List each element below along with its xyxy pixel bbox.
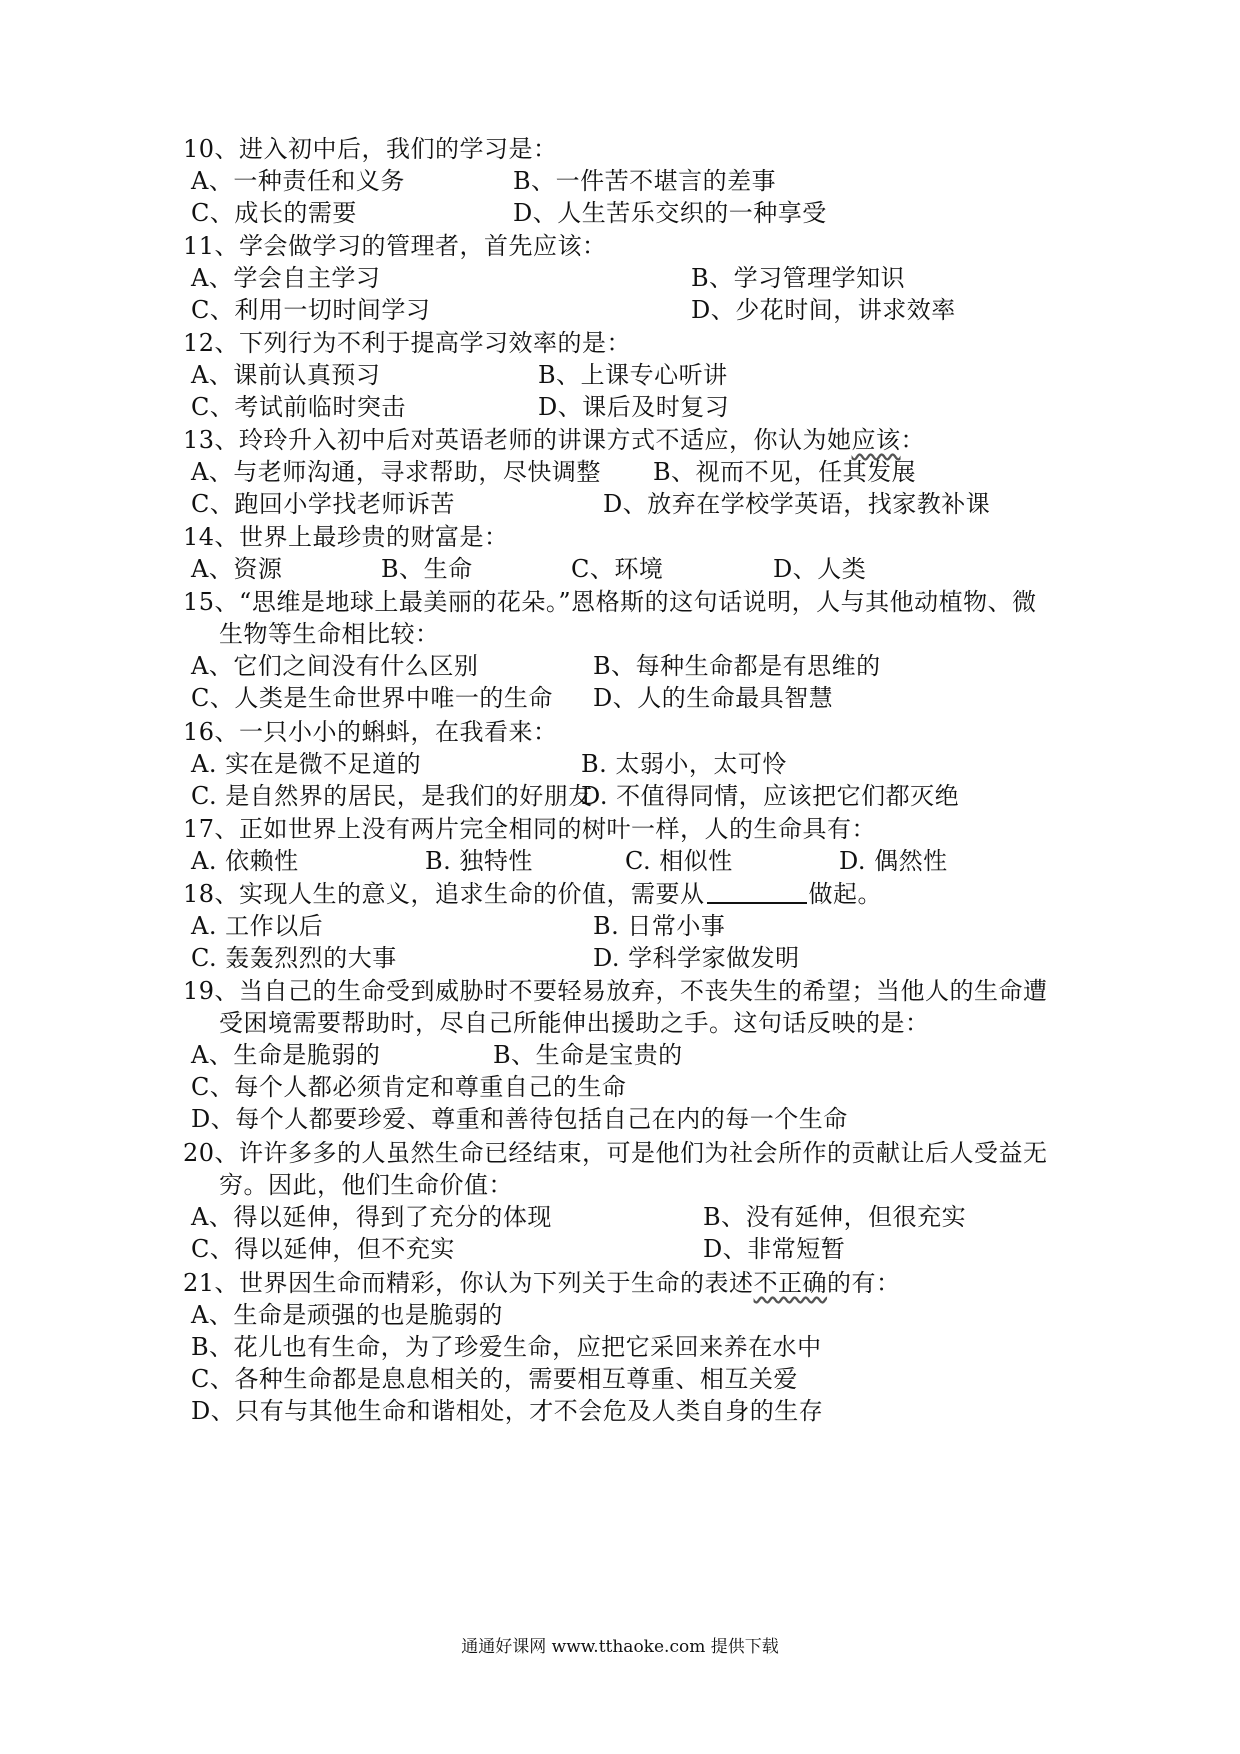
option-c: C. 是自然界的居民，是我们的好朋友 bbox=[191, 782, 593, 810]
option-b: B、视而不见，任其发展 bbox=[653, 458, 917, 486]
option-d: D. 不值得同情，应该把它们都灭绝 bbox=[581, 782, 960, 810]
answer-blank[interactable] bbox=[707, 878, 807, 904]
option-a: A、生命是顽强的也是脆弱的 bbox=[191, 1301, 503, 1329]
option-a: A、与老师沟通，寻求帮助，尽快调整 bbox=[191, 458, 601, 486]
question-stem-cont: 生物等生命相比较： bbox=[219, 620, 440, 648]
question-17 bbox=[183, 813, 1083, 877]
question-15 bbox=[183, 586, 1083, 714]
question-stem: 15、“思维是地球上最美丽的花朵。”恩格斯的这句话说明，人与其他动植物、微 bbox=[183, 588, 1037, 616]
option-d: D. 学科学家做发明 bbox=[593, 944, 800, 972]
question-stem: 17、正如世界上没有两片完全相同的树叶一样，人的生命具有： bbox=[183, 815, 877, 843]
option-d: D、只有与其他生命和谐相处，才不会危及人类自身的生存 bbox=[191, 1397, 824, 1425]
option-a: A、一种责任和义务 bbox=[191, 167, 405, 195]
option-c: C、各种生命都是息息相关的，需要相互尊重、相互关爱 bbox=[191, 1365, 798, 1393]
question-stem: 18、实现人生的意义，追求生命的价值，需要从 做起。 bbox=[183, 880, 883, 908]
option-c: C、跑回小学找老师诉苦 bbox=[191, 490, 455, 518]
option-c: C、人类是生命世界中唯一的生命 bbox=[191, 684, 553, 712]
option-a: A、课前认真预习 bbox=[191, 361, 381, 389]
option-a: A. 工作以后 bbox=[191, 912, 324, 940]
option-d: D、非常短暂 bbox=[703, 1235, 846, 1263]
question-stem: 13、玲玲升入初中后对英语老师的讲课方式不适应，你认为她应该： bbox=[183, 426, 926, 454]
option-a: A. 依赖性 bbox=[191, 847, 299, 875]
option-c: C、成长的需要 bbox=[191, 199, 357, 227]
option-c: C、利用一切时间学习 bbox=[191, 296, 431, 324]
option-a: A、资源 bbox=[191, 555, 283, 583]
question-stem: 14、世界上最珍贵的财富是： bbox=[183, 523, 509, 551]
option-c: C、得以延伸，但不充实 bbox=[191, 1235, 455, 1263]
option-b: B. 独特性 bbox=[425, 847, 533, 875]
option-d: D. 偶然性 bbox=[839, 847, 948, 875]
question-11 bbox=[183, 230, 1083, 326]
question-stem: 12、下列行为不利于提高学习效率的是： bbox=[183, 329, 632, 357]
option-c: C. 相似性 bbox=[625, 847, 733, 875]
option-a: A、学会自主学习 bbox=[191, 264, 381, 292]
option-b: B、每种生命都是有思维的 bbox=[593, 652, 881, 680]
option-b: B、花儿也有生命，为了珍爱生命，应把它采回来养在水中 bbox=[191, 1333, 822, 1361]
question-19 bbox=[183, 975, 1083, 1135]
question-stem: 20、许许多多的人虽然生命已经结束，可是他们为社会所作的贡献让后人受益无 bbox=[183, 1139, 1048, 1167]
option-b: B、生命 bbox=[381, 555, 473, 583]
option-d: D、课后及时复习 bbox=[538, 393, 730, 421]
option-b: B. 日常小事 bbox=[593, 912, 726, 940]
option-b: B、学习管理学知识 bbox=[691, 264, 906, 292]
option-b: B. 太弱小，太可怜 bbox=[581, 750, 787, 778]
option-d: D、人生苦乐交织的一种享受 bbox=[513, 199, 827, 227]
option-d: D、少花时间，讲求效率 bbox=[691, 296, 956, 324]
option-a: A、它们之间没有什么区别 bbox=[191, 652, 479, 680]
question-21 bbox=[183, 1267, 1083, 1427]
option-b: B、生命是宝贵的 bbox=[493, 1041, 683, 1069]
option-a: A. 实在是微不足道的 bbox=[191, 750, 422, 778]
option-b: B、一件苦不堪言的差事 bbox=[513, 167, 777, 195]
question-stem-cont: 穷。因此，他们生命价值： bbox=[219, 1171, 513, 1199]
question-stem: 16、一只小小的蝌蚪，在我看来： bbox=[183, 718, 558, 746]
option-c: C、每个人都必须肯定和尊重自己的生命 bbox=[191, 1073, 627, 1101]
option-c: C、环境 bbox=[571, 555, 664, 583]
question-stem: 10、进入初中后，我们的学习是： bbox=[183, 135, 558, 163]
option-d: D、人的生命最具智慧 bbox=[593, 684, 834, 712]
question-12 bbox=[183, 327, 1083, 423]
question-16 bbox=[183, 716, 1083, 812]
option-c: C. 轰轰烈烈的大事 bbox=[191, 944, 397, 972]
page-footer: 通通好课网 www.tthaoke.com 提供下载 bbox=[461, 1637, 779, 1657]
option-b: B、没有延伸，但很充实 bbox=[703, 1203, 967, 1231]
question-10 bbox=[183, 133, 1083, 229]
option-b: B、上课专心听讲 bbox=[538, 361, 728, 389]
option-d: D、每个人都要珍爱、尊重和善待包括自己在内的每一个生命 bbox=[191, 1105, 848, 1133]
option-c: C、考试前临时突击 bbox=[191, 393, 406, 421]
option-d: D、放弃在学校学英语，找家教补课 bbox=[603, 490, 991, 518]
option-a: A、生命是脆弱的 bbox=[191, 1041, 381, 1069]
question-stem: 11、学会做学习的管理者，首先应该： bbox=[183, 232, 607, 260]
question-stem-cont: 受困境需要帮助时，尽自己所能伸出援助之手。这句话反映的是： bbox=[219, 1009, 930, 1037]
question-stem: 21、世界因生命而精彩，你认为下列关于生命的表述不正确的有： bbox=[183, 1269, 901, 1297]
option-a: A、得以延伸，得到了充分的体现 bbox=[191, 1203, 552, 1231]
question-stem: 19、当自己的生命受到威胁时不要轻易放弃，不丧失生的希望；当他人的生命遭 bbox=[183, 977, 1048, 1005]
option-d: D、人类 bbox=[773, 555, 867, 583]
question-18 bbox=[183, 878, 1083, 974]
question-20 bbox=[183, 1137, 1083, 1265]
question-14 bbox=[183, 521, 1083, 585]
question-13 bbox=[183, 424, 1083, 520]
